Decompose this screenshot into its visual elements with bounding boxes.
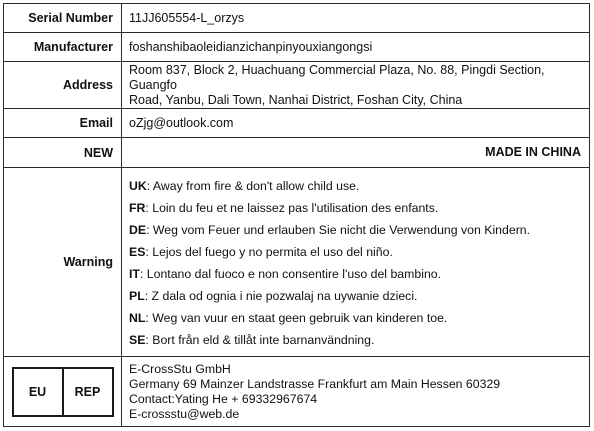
warning-text: : Z dala od ognia i nie pozwalaj na uywanie dzieci. <box>144 289 418 303</box>
warning-code: ES <box>129 245 146 259</box>
manufacturer-label: Manufacturer <box>4 33 122 61</box>
warning-text: : Lontano dal fuoco e non consentire l'uso del bambino. <box>139 267 442 281</box>
eu-rep-details <box>122 357 589 426</box>
warning-code: IT <box>129 267 140 281</box>
warning-item-se <box>129 329 530 351</box>
warning-row <box>4 168 589 357</box>
email-label: Email <box>4 109 122 137</box>
email-value: oZjg@outlook.com <box>129 115 234 130</box>
warning-item-it <box>129 263 530 285</box>
warning-item-de <box>129 219 530 241</box>
address-row <box>4 62 589 109</box>
eu-rep-company: E-CrossStu GmbH <box>129 361 231 376</box>
warning-label: Warning <box>4 168 122 356</box>
warning-text: : Weg vom Feuer und erlauben Sie nicht die Verwendung von Kindern. <box>146 223 531 237</box>
warning-item-nl <box>129 307 530 329</box>
warning-item-fr <box>129 197 530 219</box>
warning-code: DE <box>129 223 147 237</box>
warning-item-pl <box>129 285 530 307</box>
warning-item-es <box>129 241 530 263</box>
eu-rep-contact: Contact:Yating He + 69332967674 <box>129 391 318 406</box>
address-line-2: Road, Yanbu, Dali Town, Nanhai District, Foshan City, China <box>129 92 463 107</box>
warning-text: : Weg van vuur en staat geen gebruik van kinderen toe. <box>145 311 448 325</box>
serial-label: Serial Number <box>4 4 122 32</box>
eu-rep-badge-cell <box>4 357 122 426</box>
warning-list-cell <box>122 168 589 356</box>
eu-badge-text: EU <box>28 384 47 399</box>
address-value <box>122 62 589 108</box>
email-row <box>4 109 589 138</box>
address-line-1: Room 837, Block 2, Huachuang Commercial Plaza, No. 88, Pingdi Section, Guangfo <box>129 62 545 92</box>
warning-code: UK <box>129 179 147 193</box>
eu-rep-row <box>4 357 589 426</box>
manufacturer-value: foshanshibaoleidianzichanpinyouxiangongsi <box>129 39 373 54</box>
eu-rep-badge <box>12 367 114 417</box>
status-row <box>4 138 589 168</box>
warning-code: SE <box>129 333 146 347</box>
eu-rep-email: E-crossstu@web.de <box>129 406 240 421</box>
warning-text: : Bort från eld & tillåt inte barnanvändning. <box>145 333 375 347</box>
warning-code: PL <box>129 289 145 303</box>
manufacturer-row <box>4 33 589 62</box>
serial-value: 11JJ605554-L_orzys <box>129 10 245 25</box>
warning-item-uk <box>129 175 530 197</box>
warning-text: : Away from fire & don't allow child use. <box>146 179 360 193</box>
rep-badge-text: REP <box>62 369 112 415</box>
condition-label: NEW <box>4 138 122 167</box>
origin-label: MADE IN CHINA <box>485 145 581 159</box>
warning-text: : Lejos del fuego y no permita el uso del niño. <box>145 245 393 259</box>
serial-row <box>4 4 589 33</box>
address-label: Address <box>4 62 122 108</box>
warning-text: : Loin du feu et ne laissez pas l'utilisation des enfants. <box>145 201 439 215</box>
warning-code: NL <box>129 311 146 325</box>
warning-list <box>129 173 530 351</box>
warning-code: FR <box>129 201 146 215</box>
eu-rep-address: Germany 69 Mainzer Landstrasse Frankfurt am Main Hessen 60329 <box>129 376 501 391</box>
product-label <box>3 3 590 427</box>
